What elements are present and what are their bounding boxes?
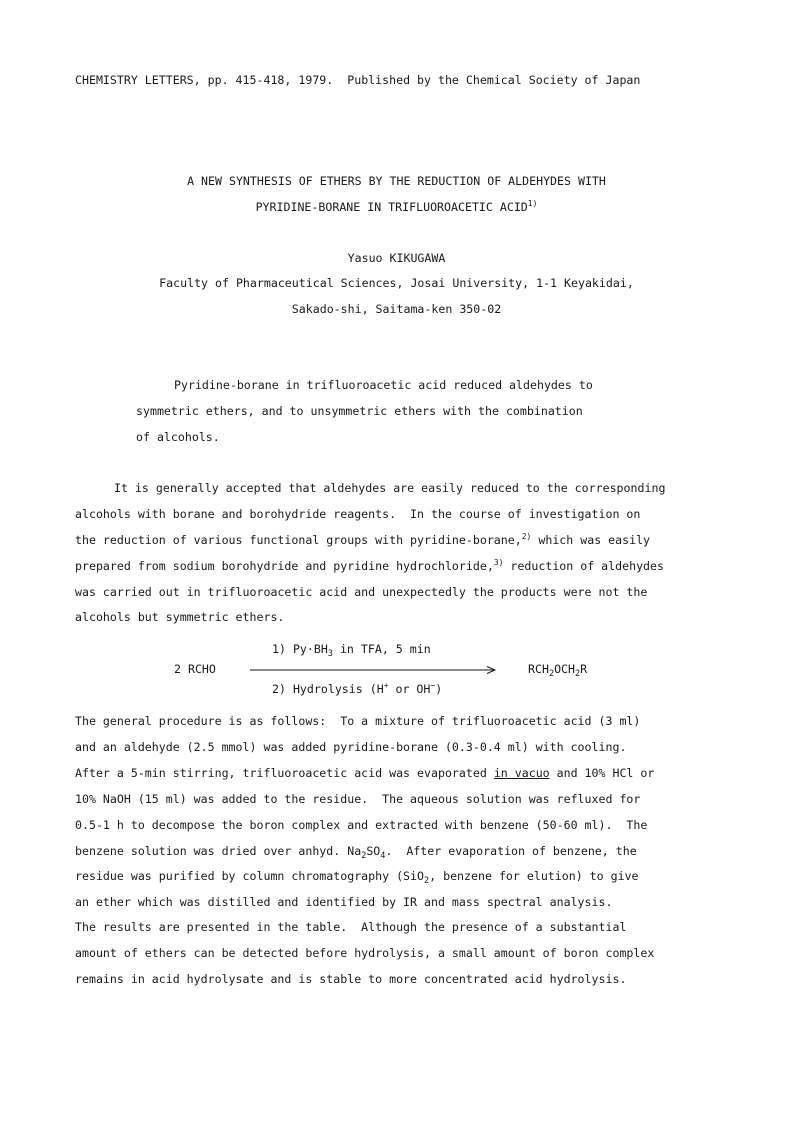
scheme-condition-2 [272,682,442,696]
para1-line-5: was carried out in trifluoroacetic acid and unexpectedly the products were not the [75,585,648,599]
abstract-line-3: of alcohols. [136,430,220,444]
para2-line-5: 0.5-1 h to decompose the boron complex and extracted with benzene (50-60 ml). The [75,818,648,832]
condition-1-subscript: 3 [327,649,333,659]
so-text: SO [366,844,381,858]
para1-line-3 [75,533,650,547]
para2-line-6-tail: . After evaporation of benzene, the [385,844,637,858]
para2-line-7 [75,869,639,886]
para1-line-4 [75,559,664,573]
affiliation-line-2: Sakado-shi, Saitama-ken 350-02 [291,302,502,316]
footnote-ref-1: 1) [527,199,538,208]
product-part-b: OCH [554,662,576,676]
para2-line-8: an ether which was distilled and identified by IR and mass spectral analysis. [75,895,613,909]
sio2-subscript: 2 [424,876,430,886]
para1-line-4-tail: reduction of aldehydes [503,559,664,573]
para2-line-11: remains in acid hydrolysate and is stable to more concentrated acid hydrolysis. [75,972,627,986]
para2-line-6 [75,844,637,861]
para2-line-4: 10% NaOH (15 ml) was added to the residue. The aqueous solution was refluxed for [75,792,641,806]
article-title-line-1: A NEW SYNTHESIS OF ETHERS BY THE REDUCTION OF ALDEHYDES WITH [187,174,606,188]
affiliation-line-1: Faculty of Pharmaceutical Sciences, Josai University, 1-1 Keyakidai, [159,276,634,290]
footnote-ref-3: 3) [493,558,504,567]
para1-line-6: alcohols but symmetric ethers. [75,610,285,624]
para2-line-7-tail: , benzene for elution) to give [429,869,639,883]
condition-2-tail: ) [435,682,443,696]
condition-1-tail: in TFA, 5 min [332,642,431,656]
product-sub-1: 2 [548,669,555,679]
para1-line-3-tail: which was easily [531,533,651,547]
para2-line-6-text: benzene solution was dried over anhyd. Na [75,844,362,858]
para2-line-9: The results are presented in the table. Although the presence of a substantial [75,920,627,934]
para2-line-1: The general procedure is as follows: To a mixture of trifluoroacetic acid (3 ml) [75,714,641,728]
in-vacuo-underlined: in vacuo [493,766,550,780]
publisher-line: Published by the Chemical Society of Japan [347,73,641,87]
footnote-ref-2: 2) [521,532,532,541]
para2-line-2: and an aldehyde (2.5 mmol) was added pyridine-borane (0.3-0.4 ml) with cooling. [75,740,627,754]
para2-line-3-text: After a 5-min stirring, trifluoroacetic acid was evaporated [75,766,494,780]
title-text: PYRIDINE-BORANE IN TRIFLUOROACETIC ACID [255,200,528,214]
condition-2-sup-plus: + [383,681,389,690]
article-title-line-2 [0,200,793,214]
abstract-line-2: symmetric ethers, and to unsymmetric ethers with the combination [136,404,583,418]
scheme-condition-1 [272,642,431,659]
journal-citation: CHEMISTRY LETTERS, pp. 415-418, 1979. [75,73,334,87]
running-header [75,73,640,87]
condition-2-text: 2) Hydrolysis (H [272,682,384,696]
condition-2-mid: or OH [388,682,431,696]
abstract-line-1: Pyridine-borane in trifluoroacetic acid reduced aldehydes to [174,378,593,392]
para1-line-3-text: the reduction of various functional groups with pyridine-borane, [75,533,522,547]
para2-line-10: amount of ethers can be detected before hydrolysis, a small amount of boron complex [75,946,655,960]
author-name: Yasuo KIKUGAWA [347,251,446,265]
product-part-a: RCH [528,662,549,676]
condition-1-text: 1) Py·BH [272,642,328,656]
para2-line-3-tail: and 10% HCl or [549,766,655,780]
condition-2-sup-minus: − [430,681,436,690]
so4-subscript: 4 [380,851,386,861]
para2-line-3 [75,766,654,780]
scheme-reactant: 2 RCHO [174,662,216,676]
product-sub-2: 2 [575,669,581,679]
para2-line-7-text: residue was purified by column chromatography (SiO [75,869,425,883]
para1-line-2: alcohols with borane and borohydride reagents. In the course of investigation on [75,507,641,521]
para1-line-1: It is generally accepted that aldehydes are easily reduced to the corresponding [114,481,666,495]
reaction-arrow-icon [250,666,497,674]
scheme-product [528,662,588,679]
na2-subscript: 2 [361,851,367,861]
product-part-c: R [580,662,588,676]
para1-line-4-text: prepared from sodium borohydride and pyridine hydrochloride, [75,559,494,573]
